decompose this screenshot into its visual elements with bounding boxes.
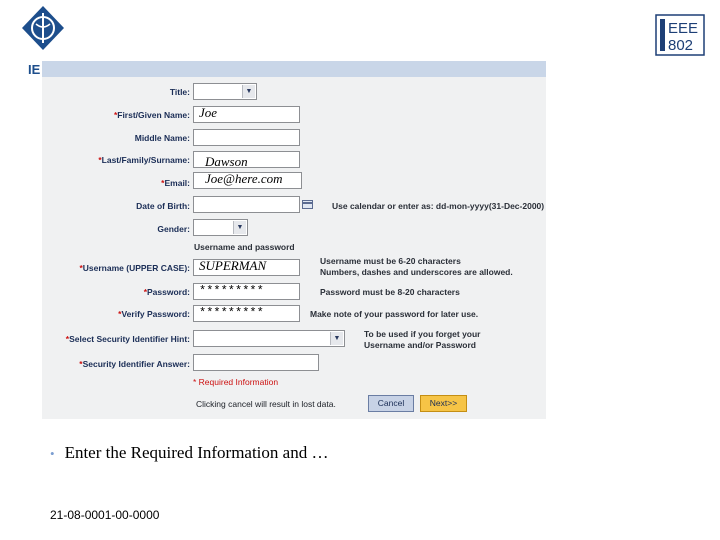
gender-label: Gender: bbox=[157, 224, 190, 234]
first-name-field[interactable] bbox=[193, 106, 300, 123]
first-name-value: Joe bbox=[199, 105, 218, 120]
email-value: Joe@here.com bbox=[205, 171, 283, 186]
verify-password-hint: Make note of your password for later use. bbox=[310, 309, 479, 319]
middle-name-field[interactable] bbox=[193, 129, 300, 146]
next-button[interactable]: Next>> bbox=[420, 395, 467, 412]
chevron-down-icon[interactable]: ▼ bbox=[242, 85, 255, 98]
username-value: SUPERMAN bbox=[199, 258, 267, 273]
ieee-802-logo bbox=[655, 14, 705, 56]
title-label: Title: bbox=[169, 87, 190, 97]
slide-bullet: • Enter the Required Information and … bbox=[50, 443, 329, 462]
chevron-down-icon[interactable]: ▼ bbox=[330, 332, 343, 345]
security-answer-field[interactable] bbox=[193, 354, 319, 371]
title-select[interactable] bbox=[193, 83, 257, 100]
password-value: ********* bbox=[199, 284, 264, 298]
first-name-label: *First/Given Name: bbox=[113, 110, 190, 120]
svg-text:802: 802 bbox=[668, 37, 694, 54]
username-hint: Username must be 6-20 characters Numbers, dashes and underscores are allowed. bbox=[320, 256, 513, 277]
gender-select[interactable] bbox=[193, 219, 248, 236]
svg-text:EEE: EEE bbox=[668, 20, 699, 37]
verify-password-value: ********* bbox=[199, 306, 264, 320]
verify-password-label: *Verify Password: bbox=[118, 309, 190, 319]
cancel-warning: Clicking cancel will result in lost data. bbox=[196, 399, 336, 409]
chevron-down-icon[interactable]: ▼ bbox=[233, 221, 246, 234]
username-label: *Username (UPPER CASE): bbox=[79, 263, 190, 273]
password-field[interactable] bbox=[193, 283, 300, 300]
dob-label: Date of Birth: bbox=[136, 201, 190, 211]
verify-password-field[interactable] bbox=[193, 305, 300, 322]
email-field[interactable] bbox=[193, 172, 302, 189]
dob-hint: Use calendar or enter as: dd-mon-yyyy(31-Dec-2000) bbox=[332, 201, 545, 211]
username-password-heading: Username and password bbox=[194, 242, 295, 252]
last-name-value: Dawson bbox=[205, 154, 248, 169]
middle-name-label: Middle Name: bbox=[134, 133, 190, 143]
security-hint-select[interactable] bbox=[193, 330, 345, 347]
svg-text:IE: IE bbox=[28, 62, 41, 76]
dob-field[interactable] bbox=[193, 196, 300, 213]
calendar-icon[interactable] bbox=[302, 200, 313, 209]
security-hint-label: *Select Security Identifier Hint: bbox=[65, 334, 190, 344]
last-name-label: *Last/Family/Surname: bbox=[98, 155, 190, 165]
password-hint: Password must be 8-20 characters bbox=[320, 287, 460, 297]
username-field[interactable] bbox=[193, 259, 300, 276]
last-name-field[interactable] bbox=[193, 151, 300, 168]
security-hint-note: To be used if you forget your Username and/or Password bbox=[364, 329, 481, 350]
required-information-note: * Required Information bbox=[193, 377, 279, 387]
security-answer-label: *Security Identifier Answer: bbox=[79, 359, 190, 369]
bullet-icon: • bbox=[50, 446, 55, 461]
email-label: *Email: bbox=[161, 178, 190, 188]
password-label: *Password: bbox=[143, 287, 190, 297]
slide-footer: 21-08-0001-00-0000 bbox=[50, 508, 160, 522]
cancel-button[interactable]: Cancel bbox=[368, 395, 414, 412]
